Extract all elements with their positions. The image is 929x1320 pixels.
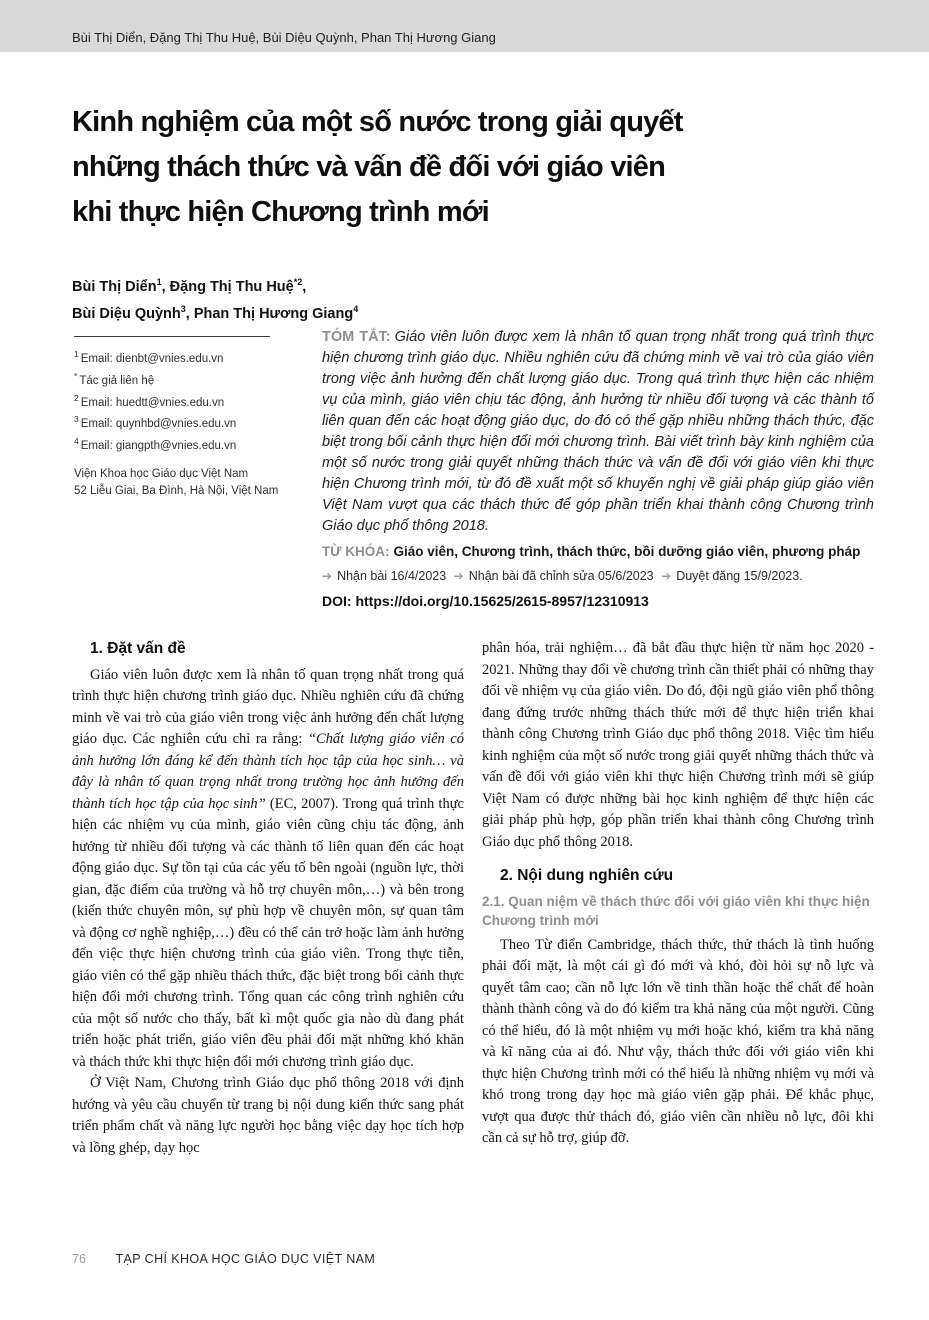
date-received xyxy=(322,569,446,583)
author-footnote-marker: 3 xyxy=(180,303,186,314)
footnote-marker: 3 xyxy=(74,414,79,425)
footnote-row xyxy=(74,346,324,368)
author-name: Đặng Thị Thu Huệ xyxy=(169,278,294,295)
page-number: 76 xyxy=(72,1252,86,1266)
running-header-authors: Bùi Thị Diển, Đặng Thị Thu Huệ, Bùi Diệu Quỳnh, Phan Thị Hương Giang xyxy=(72,30,496,45)
article-title-line: những thách thức và vấn đề đối với giáo viên xyxy=(72,151,666,183)
body-column-left xyxy=(72,638,464,1159)
section-1-paragraph-2-left: Ở Việt Nam, Chương trình Giáo dục phổ thông 2018 với định hướng và yêu cầu chuyển từ trang bị nội dung kiến thức sang phát triển phẩm chất và năng lực người học bằng việc dạy học tích hợp và lồng ghép, dạy học xyxy=(72,1075,464,1156)
affiliation-address: 52 Liễu Giai, Ba Đình, Hà Nội, Việt Nam xyxy=(74,485,279,498)
author-footnote-marker: 1 xyxy=(156,277,162,287)
footnote-marker: 4 xyxy=(74,436,79,447)
date-revised xyxy=(454,569,654,583)
keywords-label: TỪ KHÓA: xyxy=(322,544,390,559)
affiliation xyxy=(74,466,324,500)
footnote-row xyxy=(74,433,324,455)
section-2-paragraph-1: Theo Từ điển Cambridge, thách thức, thử thách là tình huống phải đối mặt, là một cái gì đó mới và khó, đòi hỏi sự nỗ lực và quyết tâm cao; cần nỗ lực lớn về tinh thần hoặc thể chất để hoàn thành thành công và do đó kiểm tra khả năng của một người. Cũng có thể hiểu, đó là một nhiệm vụ mới hoặc khó, kiểm tra khả năng và kĩ năng của ai đó. Như vậy, thách thức đối với giáo viên khi thực hiện Chương trình mới có thể hiểu là những nhiệm vụ mới và khó trong trong dạy học mà giáo viên gặp phải. Để khắc phục, vượt qua được thử thách đó, giáo viên cần nhiều nỗ lực, đôi khi cần cả sự hỗ trợ, giúp đỡ. xyxy=(482,936,874,1146)
section-1-paragraph-1 xyxy=(72,665,464,1074)
article-title xyxy=(72,100,792,235)
footnote-text: Email: giangpth@vnies.edu.vn xyxy=(80,440,237,453)
section-1-heading: 1. Đặt vấn đề xyxy=(90,640,186,657)
footnote-divider xyxy=(74,336,270,337)
arrow-right-icon xyxy=(322,569,332,583)
inline-quote: “Chất lượng giáo viên có ảnh hưởng lớn đáng kể đến thành tích học tập của học sinh… và đây là nhân tố quan trọng nhất trong trường học ảnh hưởng đến thành tích học tập của học sinh” xyxy=(72,731,464,812)
article-title-line: Kinh nghiệm của một số nước trong giải quyết xyxy=(72,106,683,138)
footnote-text: Email: dienbt@vnies.edu.vn xyxy=(80,352,224,365)
affiliation-name: Viện Khoa học Giáo dục Việt Nam xyxy=(74,468,249,481)
footnote-row xyxy=(74,390,324,412)
author-name: Bùi Diệu Quỳnh xyxy=(72,305,181,322)
author-list xyxy=(72,271,358,325)
article-history xyxy=(322,569,882,583)
journal-name: TẠP CHÍ KHOA HỌC GIÁO DỤC VIỆT NAM xyxy=(115,1252,376,1266)
running-header-bar xyxy=(0,0,929,52)
author-separator: , xyxy=(302,278,307,295)
doi-label: DOI: xyxy=(322,593,352,609)
abstract xyxy=(322,327,874,537)
footnote-sidebar xyxy=(74,336,324,500)
author-footnote-marker: 4 xyxy=(353,303,359,314)
date-text: Duyệt đăng 15/9/2023. xyxy=(676,569,803,583)
arrow-right-icon xyxy=(661,569,671,583)
arrow-right-icon xyxy=(454,569,464,583)
paragraph-text: (EC, 2007). Trong quá trình thực hiện các nhiệm vụ của mình, giáo viên cũng chịu tác động, ảnh hưởng từ nhiều đối tượng và các thành tố liên quan đến các hoạt động giáo dục. Sự tồn tại của các yếu tố bên ngoài (nguồn lực, thời gian, đặc điểm của trường và hỗ trợ chuyên môn,…) và bên trong (kiến thức chuyên môn, sự phù hợp về chuyên môn, sự quan tâm và động cơ nghề nghiệp,…) đều có thể cản trở hoặc làm ảnh hưởng đến việc thực hiện chương trình của giáo viên. Trong thực tiễn, giáo viên có thể gặp nhiều thách thức, đặc biệt trong bối cảnh thực hiện đổi mới chương trình. Tổng quan các công trình nghiên cứu của một số nước cho thấy, bất kì một quốc gia nào dù đang phát triển hoặc phát triển, giáo viên đều phải đối mặt những khó khăn và thách thức khi thực hiện đổi mới chương trình giáo dục. xyxy=(72,795,464,1070)
page-footer xyxy=(72,1252,375,1266)
footnote-marker: * xyxy=(74,370,78,381)
abstract-label: TÓM TẮT: xyxy=(322,329,391,345)
footnote-row xyxy=(74,411,324,433)
paragraph-text: Giáo viên luôn được xem là nhân tố quan trọng nhất trong quá trình thực hiện chương trình giáo dục. Nhiều nghiên cứu đã chứng minh về vai trò của giáo viên trong việc ảnh hưởng đến chất lượng giáo dục. Các nghiên cứu chỉ ra rằng: xyxy=(72,666,464,747)
footnote-row xyxy=(74,368,324,390)
doi-line xyxy=(322,593,649,609)
footnote-marker: 2 xyxy=(74,392,79,403)
date-text: Nhận bài 16/4/2023 xyxy=(337,569,447,583)
author-line-2 xyxy=(72,298,358,325)
date-text: Nhận bài đã chỉnh sửa 05/6/2023 xyxy=(468,569,654,583)
section-1-paragraph-2-right: phân hóa, trải nghiệm… đã bắt đầu thực hiện từ năm học 2020 - 2021. Những thay đổi về chương trình cần thiết phải có những thay đổi về nhiệm vụ của giáo viên. Do đó, đội ngũ giáo viên phổ thông đang đứng trước những thách thức mới để thực hiện triển khai thành công Chương trình Giáo dục phổ thông 2018. Việc tìm hiểu kinh nghiệm của một số nước trong giải quyết những thách thức và vấn đề đối với giáo viên khi thực hiện Chương trình mới sẽ giúp Việt Nam có được những bài học kinh nghiệm để thực hiện các giải pháp phù hợp, góp phần triển khai thành công Chương trình Giáo dục phổ thông 2018. xyxy=(482,640,874,850)
author-separator: , xyxy=(185,305,194,322)
doi-link[interactable]: https://doi.org/10.15625/2615-8957/12310913 xyxy=(355,593,649,609)
author-name: Bùi Thị Diển xyxy=(72,278,157,295)
author-name: Phan Thị Hương Giang xyxy=(193,305,354,322)
footnote-text: Tác giả liên hệ xyxy=(79,374,155,387)
abstract-text: Giáo viên luôn được xem là nhân tố quan trọng nhất trong quá trình thực hiện chương trình giáo dục. Nhiều nghiên cứu đã chứng minh về vai trò của giáo viên trong việc ảnh hưởng đến chất lượng giáo dục. Trong quá trình thực hiện các nhiệm vụ của mình, giáo viên chịu tác động, ảnh hưởng từ nhiều đối tượng và các thành tố liên quan đến các hoạt động giáo dục, do đó có thể gặp nhiều những thách thức, đặc biệt trong bối cảnh thực hiện đổi mới chương trình. Bài viết trình bày kinh nghiệm của một số nước trong giải quyết những thách thức và vấn đề đối với giáo viên khi thực hiện Chương trình mới, từ đó đề xuất một số khuyến nghị về giải pháp giúp giáo viên Việt Nam vượt qua các thách thức để góp phần triển khai thành công Chương trình Giáo dục phổ thông 2018. xyxy=(322,329,874,534)
keywords xyxy=(322,544,874,559)
body-column-right xyxy=(482,638,874,1150)
keywords-text: Giáo viên, Chương trình, thách thức, bồi dưỡng giáo viên, phương pháp xyxy=(393,544,861,559)
section-2-1-subheading: 2.1. Quan niệm về thách thức đối với giáo viên khi thực hiện Chương trình mới xyxy=(482,893,870,928)
article-title-line: khi thực hiện Chương trình mới xyxy=(72,196,489,228)
footnote-text: Email: huedtt@vnies.edu.vn xyxy=(80,396,225,409)
footnote-text: Email: quynhbd@vnies.edu.vn xyxy=(80,418,237,431)
author-footnote-marker: *2 xyxy=(293,277,303,287)
author-line-1 xyxy=(72,271,358,298)
date-accepted xyxy=(661,569,803,583)
author-separator: , xyxy=(161,278,170,295)
section-2-heading: 2. Nội dung nghiên cứu xyxy=(500,867,674,884)
footnote-marker: 1 xyxy=(74,349,79,359)
